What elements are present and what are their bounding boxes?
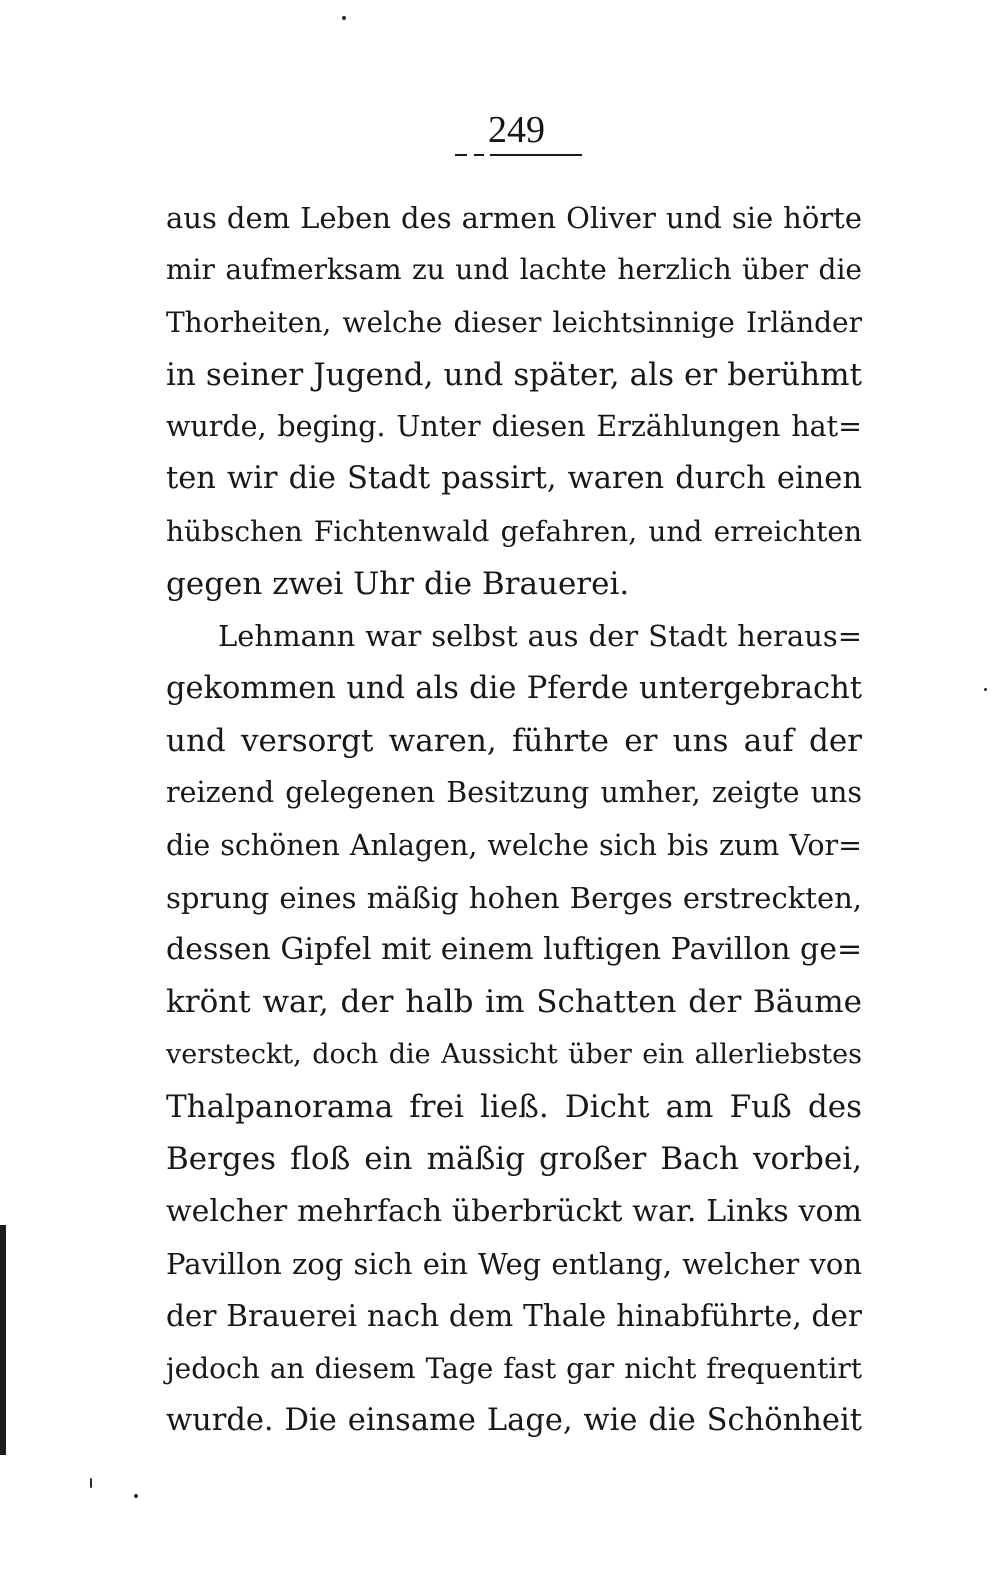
text-line: hübschen Fichtenwald gefahren, und erreichten: [166, 514, 862, 548]
text-line: gekommen und als die Pferde untergebracht: [166, 670, 862, 706]
text-line: Thorheiten, welche dieser leichtsinnige Irländer: [166, 305, 862, 339]
text-line: wurde, beging. Unter diesen Erzählungen hat=: [166, 410, 862, 444]
text-line: Thalpanorama frei ließ. Dicht am Fuß des: [166, 1089, 862, 1126]
text-line: versteckt, doch die Aussicht über ein allerliebstes: [166, 1038, 862, 1070]
text-line: in seiner Jugend, und später, als er berühmt: [166, 356, 862, 393]
body-text: [166, 192, 862, 1447]
scan-speck: [984, 688, 987, 691]
text-line: sprung eines mäßig hohen Berges erstreckten,: [166, 880, 862, 915]
text-line: aus dem Leben des armen Oliver und sie hörte: [166, 201, 862, 235]
scan-speck: [134, 1494, 138, 1498]
text-line: welcher mehrfach überbrückt war. Links vom: [166, 1193, 862, 1229]
paragraph-end-line: gegen zwei Uhr die Brauerei.: [166, 566, 630, 603]
text-line: Pavillon zog sich ein Weg entlang, welcher von: [166, 1246, 862, 1281]
scan-speck: [342, 16, 346, 20]
text-line: die schönen Anlagen, welche sich bis zum Vor=: [166, 828, 862, 862]
page-number: 249: [488, 109, 545, 151]
header-rule-dash: [455, 154, 467, 156]
text-line: der Brauerei nach dem Thale hinabführte, der: [166, 1299, 862, 1334]
text-line: dessen Gipfel mit einem luftigen Pavillon ge=: [166, 932, 863, 968]
text-line: jedoch an diesem Tage fast gar nicht frequentirt: [166, 1351, 862, 1385]
header-rule: [490, 154, 582, 156]
text-line: mir aufmerksam zu und lachte herzlich über die: [166, 253, 862, 287]
header-rule-dash: [474, 154, 484, 156]
paragraph-start-line: Lehmann war selbst aus der Stadt heraus=: [218, 619, 862, 654]
text-line: krönt war, der halb im Schatten der Bäume: [166, 984, 862, 1021]
text-line: Berges floß ein mäßig großer Bach vorbei,: [166, 1141, 862, 1178]
scan-speck: [90, 1478, 92, 1488]
text-line: ten wir die Stadt passirt, waren durch einen: [166, 461, 862, 497]
binding-edge: [0, 1225, 6, 1455]
text-line: und versorgt waren, führte er uns auf der: [166, 722, 862, 759]
text-line: wurde. Die einsame Lage, wie die Schönheit: [166, 1402, 862, 1438]
text-line: reizend gelegenen Besitzung umher, zeigte uns: [166, 776, 862, 810]
